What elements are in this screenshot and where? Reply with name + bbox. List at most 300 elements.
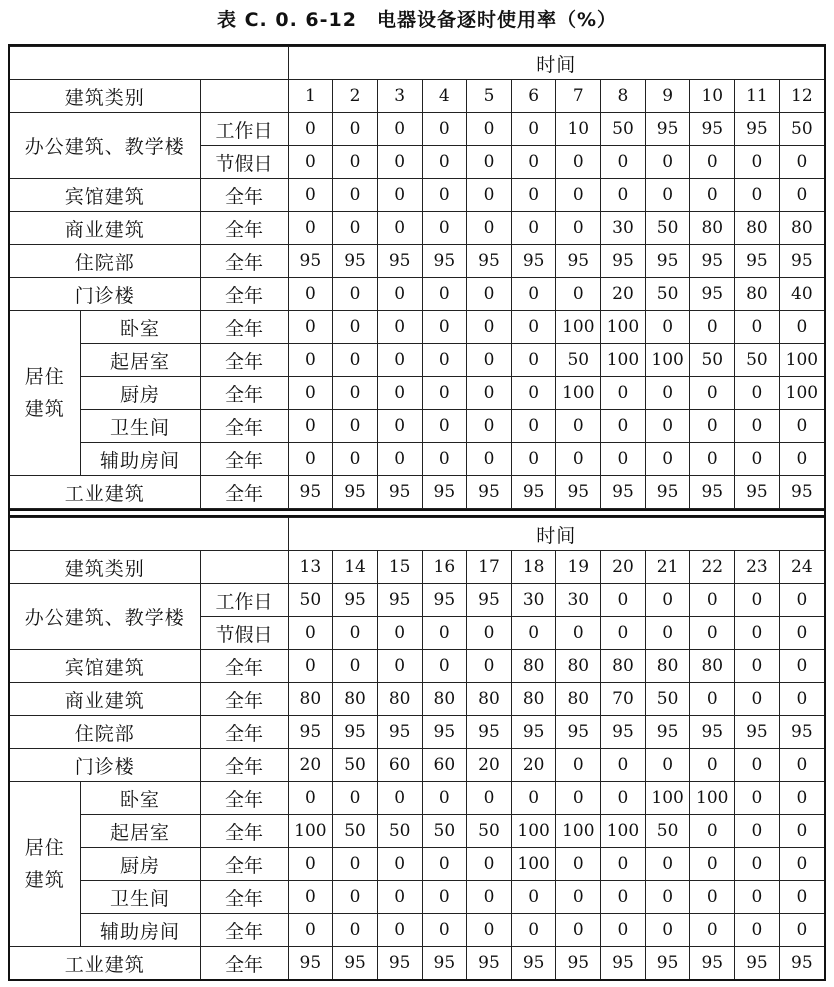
- period-cell: 全年: [200, 311, 288, 344]
- table-block-hours-1-12: [10, 46, 824, 509]
- rate-cell: 0: [422, 848, 467, 881]
- hour-cell: 19: [556, 551, 601, 584]
- room-type: 卫生间: [80, 410, 200, 443]
- rate-cell: 0: [511, 113, 556, 146]
- building-category: 宾馆建筑: [10, 179, 200, 212]
- empty-header-cell: [10, 47, 288, 80]
- rate-cell: 0: [556, 881, 601, 914]
- rate-cell: 0: [422, 782, 467, 815]
- rate-cell: 95: [422, 947, 467, 980]
- rate-cell: 0: [645, 584, 690, 617]
- period-cell: 全年: [200, 245, 288, 278]
- period-cell: 全年: [200, 278, 288, 311]
- rate-cell: 95: [779, 245, 824, 278]
- rate-cell: 0: [779, 410, 824, 443]
- rate-cell: 0: [467, 443, 512, 476]
- rate-cell: 0: [556, 749, 601, 782]
- rate-cell: 0: [333, 617, 378, 650]
- period-cell: 全年: [200, 377, 288, 410]
- rate-cell: 0: [288, 881, 333, 914]
- rate-cell: 0: [511, 782, 556, 815]
- rate-cell: 0: [690, 410, 735, 443]
- rate-cell: 0: [735, 881, 780, 914]
- rate-cell: 95: [333, 476, 378, 509]
- rate-cell: 0: [377, 617, 422, 650]
- rate-cell: 95: [690, 716, 735, 749]
- rate-cell: 0: [422, 410, 467, 443]
- period-cell: 全年: [200, 848, 288, 881]
- rate-cell: 0: [690, 584, 735, 617]
- rate-cell: 50: [645, 212, 690, 245]
- rate-cell: 95: [735, 113, 780, 146]
- rate-cell: 0: [735, 311, 780, 344]
- rate-cell: 95: [601, 476, 646, 509]
- empty-header-cell: [10, 518, 288, 551]
- rate-cell: 0: [690, 377, 735, 410]
- rate-cell: 0: [735, 584, 780, 617]
- rate-cell: 0: [556, 212, 601, 245]
- rate-cell: 95: [735, 476, 780, 509]
- rate-cell: 95: [556, 476, 601, 509]
- rate-cell: 0: [645, 914, 690, 947]
- period-cell: 全年: [200, 344, 288, 377]
- rate-cell: 95: [333, 245, 378, 278]
- rate-cell: 80: [511, 683, 556, 716]
- building-category: 住院部: [10, 716, 200, 749]
- rate-cell: 0: [377, 278, 422, 311]
- rate-cell: 50: [333, 749, 378, 782]
- rate-cell: 20: [288, 749, 333, 782]
- hour-header-row: [10, 80, 824, 113]
- rate-cell: 100: [511, 848, 556, 881]
- rate-cell: 0: [467, 782, 512, 815]
- rate-cell: 0: [511, 179, 556, 212]
- rate-cell: 95: [422, 476, 467, 509]
- hour-cell: 10: [690, 80, 735, 113]
- building-category: [10, 311, 80, 476]
- rate-cell: 95: [377, 476, 422, 509]
- rate-cell: 0: [422, 914, 467, 947]
- building-category: 工业建筑: [10, 476, 200, 509]
- rate-cell: 0: [288, 782, 333, 815]
- hour-cell: 18: [511, 551, 556, 584]
- rate-cell: 0: [556, 146, 601, 179]
- rate-cell: 80: [735, 212, 780, 245]
- rate-cell: 0: [779, 914, 824, 947]
- rate-cell: 100: [511, 815, 556, 848]
- hour-cell: 9: [645, 80, 690, 113]
- period-cell: 全年: [200, 443, 288, 476]
- rate-cell: 100: [556, 377, 601, 410]
- room-type: 起居室: [80, 344, 200, 377]
- rate-cell: 80: [735, 278, 780, 311]
- rate-cell: 0: [690, 914, 735, 947]
- rate-cell: 0: [333, 377, 378, 410]
- rate-cell: 0: [779, 179, 824, 212]
- rate-cell: 0: [779, 617, 824, 650]
- rate-cell: 80: [601, 650, 646, 683]
- rate-cell: 0: [288, 848, 333, 881]
- block-separator: [10, 509, 824, 517]
- rate-cell: 0: [556, 782, 601, 815]
- rate-cell: 95: [511, 716, 556, 749]
- hour-cell: 16: [422, 551, 467, 584]
- rate-cell: 0: [377, 113, 422, 146]
- rate-cell: 0: [601, 782, 646, 815]
- rate-cell: 95: [377, 245, 422, 278]
- rate-cell: 0: [511, 410, 556, 443]
- rate-cell: 0: [467, 179, 512, 212]
- rate-cell: 0: [377, 311, 422, 344]
- table-row: [10, 782, 824, 815]
- rate-cell: 0: [377, 344, 422, 377]
- rate-cell: 100: [556, 311, 601, 344]
- rate-cell: 95: [690, 113, 735, 146]
- rate-cell: 0: [333, 443, 378, 476]
- rate-cell: 0: [645, 311, 690, 344]
- residential-group-label: 居住建筑: [24, 837, 65, 891]
- table-row: [10, 410, 824, 443]
- room-type: 厨房: [80, 848, 200, 881]
- rate-cell: 0: [690, 617, 735, 650]
- rate-cell: 0: [377, 377, 422, 410]
- rate-cell: 0: [288, 311, 333, 344]
- rate-cell: 0: [601, 443, 646, 476]
- table-row: [10, 443, 824, 476]
- rate-cell: 0: [779, 782, 824, 815]
- table-row: [10, 683, 824, 716]
- rate-cell: 0: [467, 881, 512, 914]
- rate-cell: 0: [422, 311, 467, 344]
- rate-cell: 100: [690, 782, 735, 815]
- building-category: 宾馆建筑: [10, 650, 200, 683]
- rate-cell: 0: [735, 782, 780, 815]
- rate-cell: 95: [601, 947, 646, 980]
- rate-cell: 0: [333, 410, 378, 443]
- time-header: 时间: [288, 518, 824, 551]
- rate-cell: 95: [556, 947, 601, 980]
- rate-cell: 20: [511, 749, 556, 782]
- rate-cell: 0: [601, 881, 646, 914]
- table-row: [10, 278, 824, 311]
- rate-cell: 80: [556, 650, 601, 683]
- table-row: [10, 377, 824, 410]
- hour-header-row: [10, 551, 824, 584]
- hour-cell: 12: [779, 80, 824, 113]
- rate-cell: 0: [333, 848, 378, 881]
- rate-cell: 50: [645, 278, 690, 311]
- rate-cell: 0: [690, 881, 735, 914]
- room-type: 卧室: [80, 311, 200, 344]
- rate-cell: 0: [779, 815, 824, 848]
- rate-cell: 95: [467, 716, 512, 749]
- rate-cell: 0: [377, 881, 422, 914]
- rate-cell: 0: [511, 344, 556, 377]
- rate-cell: 0: [467, 344, 512, 377]
- rate-cell: 0: [422, 881, 467, 914]
- rate-cell: 0: [601, 179, 646, 212]
- rate-cell: 95: [333, 947, 378, 980]
- rate-cell: 95: [779, 716, 824, 749]
- rate-cell: 95: [735, 947, 780, 980]
- rate-cell: 0: [333, 914, 378, 947]
- rate-cell: 95: [288, 716, 333, 749]
- table-row: [10, 212, 824, 245]
- rate-cell: 0: [422, 344, 467, 377]
- building-category: 商业建筑: [10, 212, 200, 245]
- rate-cell: 0: [333, 881, 378, 914]
- rate-cell: 0: [556, 179, 601, 212]
- rate-cell: 0: [779, 146, 824, 179]
- period-cell: 节假日: [200, 617, 288, 650]
- rate-cell: 100: [556, 815, 601, 848]
- table-row: [10, 716, 824, 749]
- rate-cell: 100: [601, 311, 646, 344]
- rate-cell: 0: [601, 410, 646, 443]
- rate-cell: 0: [690, 146, 735, 179]
- room-type: 卫生间: [80, 881, 200, 914]
- rate-cell: 0: [467, 650, 512, 683]
- rate-cell: 100: [645, 344, 690, 377]
- rate-cell: 95: [333, 716, 378, 749]
- rate-cell: 0: [422, 377, 467, 410]
- rate-cell: 0: [779, 584, 824, 617]
- hour-cell: 6: [511, 80, 556, 113]
- hour-cell: 8: [601, 80, 646, 113]
- rate-cell: 0: [333, 311, 378, 344]
- rate-cell: 80: [556, 683, 601, 716]
- rate-cell: 0: [377, 782, 422, 815]
- rate-cell: 20: [467, 749, 512, 782]
- rate-cell: 60: [422, 749, 467, 782]
- hour-cell: 24: [779, 551, 824, 584]
- period-cell: 工作日: [200, 584, 288, 617]
- rate-cell: 0: [511, 377, 556, 410]
- rate-cell: 95: [288, 476, 333, 509]
- rate-cell: 95: [377, 716, 422, 749]
- rate-cell: 70: [601, 683, 646, 716]
- rate-cell: 95: [690, 476, 735, 509]
- hour-cell: 11: [735, 80, 780, 113]
- rate-cell: 0: [779, 443, 824, 476]
- hour-cell: 17: [467, 551, 512, 584]
- table-block-hours-13-24: [10, 517, 824, 979]
- rate-cell: 0: [511, 881, 556, 914]
- rate-cell: 50: [645, 815, 690, 848]
- rate-cell: 0: [333, 344, 378, 377]
- rate-cell: 0: [690, 683, 735, 716]
- residential-group-label: 居住建筑: [24, 366, 65, 420]
- building-category: [10, 782, 80, 947]
- rate-cell: 95: [645, 476, 690, 509]
- room-type: 辅助房间: [80, 914, 200, 947]
- building-category: 商业建筑: [10, 683, 200, 716]
- rate-cell: 0: [511, 146, 556, 179]
- rate-cell: 0: [511, 278, 556, 311]
- rate-cell: 50: [333, 815, 378, 848]
- rate-cell: 0: [556, 617, 601, 650]
- rate-cell: 0: [779, 650, 824, 683]
- rate-cell: 0: [377, 650, 422, 683]
- empty-sub-header: [200, 551, 288, 584]
- rate-cell: 0: [556, 410, 601, 443]
- rate-cell: 0: [601, 749, 646, 782]
- rate-cell: 0: [422, 212, 467, 245]
- rate-cell: 0: [601, 584, 646, 617]
- rate-cell: 0: [422, 146, 467, 179]
- rate-cell: 95: [779, 947, 824, 980]
- empty-sub-header: [200, 80, 288, 113]
- room-type: 卧室: [80, 782, 200, 815]
- rate-cell: 0: [690, 179, 735, 212]
- rate-cell: 95: [645, 947, 690, 980]
- period-cell: 全年: [200, 476, 288, 509]
- rate-cell: 0: [556, 443, 601, 476]
- rate-cell: 0: [422, 113, 467, 146]
- rate-cell: 50: [779, 113, 824, 146]
- rate-cell: 100: [288, 815, 333, 848]
- table-row: [10, 476, 824, 509]
- rate-cell: 0: [377, 443, 422, 476]
- rate-cell: 0: [645, 179, 690, 212]
- rate-cell: 95: [467, 476, 512, 509]
- rate-cell: 95: [690, 245, 735, 278]
- rate-cell: 0: [422, 617, 467, 650]
- table-row: [10, 245, 824, 278]
- table-title: 表 C. 0. 6-12 电器设备逐时使用率（%）: [216, 9, 618, 31]
- rate-cell: 95: [601, 245, 646, 278]
- rate-cell: 0: [779, 881, 824, 914]
- rate-cell: 95: [645, 716, 690, 749]
- rate-cell: 0: [377, 848, 422, 881]
- rate-cell: 80: [690, 212, 735, 245]
- rate-cell: 0: [601, 617, 646, 650]
- table-row: [10, 344, 824, 377]
- period-cell: 全年: [200, 782, 288, 815]
- hour-cell: 23: [735, 551, 780, 584]
- rate-cell: 0: [377, 914, 422, 947]
- rate-cell: 0: [288, 410, 333, 443]
- rate-cell: 50: [467, 815, 512, 848]
- rate-cell: 0: [735, 650, 780, 683]
- rate-cell: 0: [601, 914, 646, 947]
- building-category: 工业建筑: [10, 947, 200, 980]
- category-header: 建筑类别: [10, 80, 200, 113]
- room-type: 起居室: [80, 815, 200, 848]
- rate-cell: 95: [288, 245, 333, 278]
- rate-cell: 95: [377, 947, 422, 980]
- rate-cell: 0: [511, 443, 556, 476]
- rate-cell: 0: [333, 650, 378, 683]
- hour-cell: 15: [377, 551, 422, 584]
- hour-cell: 4: [422, 80, 467, 113]
- rate-cell: 0: [467, 914, 512, 947]
- rate-cell: 0: [601, 377, 646, 410]
- rate-cell: 95: [467, 245, 512, 278]
- rate-cell: 0: [601, 146, 646, 179]
- rate-cell: 0: [645, 848, 690, 881]
- rate-cell: 95: [422, 245, 467, 278]
- rate-cell: 95: [288, 947, 333, 980]
- rate-cell: 95: [690, 947, 735, 980]
- rate-cell: 0: [333, 212, 378, 245]
- period-cell: 全年: [200, 749, 288, 782]
- rate-cell: 0: [556, 278, 601, 311]
- rate-cell: 100: [779, 377, 824, 410]
- rate-cell: 0: [333, 782, 378, 815]
- rate-cell: 0: [333, 113, 378, 146]
- rate-cell: 0: [735, 179, 780, 212]
- rate-cell: 95: [735, 245, 780, 278]
- room-type: 厨房: [80, 377, 200, 410]
- rate-cell: 60: [377, 749, 422, 782]
- rate-cell: 95: [511, 947, 556, 980]
- rate-cell: 95: [333, 584, 378, 617]
- period-cell: 全年: [200, 650, 288, 683]
- rate-cell: 0: [601, 848, 646, 881]
- room-type: 辅助房间: [80, 443, 200, 476]
- table-row: [10, 311, 824, 344]
- rate-cell: 0: [467, 410, 512, 443]
- rate-cell: 50: [601, 113, 646, 146]
- rate-cell: 0: [288, 344, 333, 377]
- period-cell: 全年: [200, 716, 288, 749]
- rate-cell: 0: [779, 311, 824, 344]
- building-category: 办公建筑、教学楼: [10, 584, 200, 650]
- rate-cell: 0: [779, 848, 824, 881]
- period-cell: 全年: [200, 683, 288, 716]
- rate-cell: 100: [601, 344, 646, 377]
- rate-cell: 80: [779, 212, 824, 245]
- time-header-row: [10, 518, 824, 551]
- table-row: [10, 947, 824, 980]
- rate-cell: 0: [735, 410, 780, 443]
- rate-cell: 0: [467, 617, 512, 650]
- rate-cell: 0: [779, 683, 824, 716]
- rate-cell: 95: [377, 584, 422, 617]
- rate-cell: 0: [735, 683, 780, 716]
- rate-cell: 0: [288, 650, 333, 683]
- rate-cell: 0: [377, 179, 422, 212]
- rate-cell: 0: [511, 311, 556, 344]
- hour-cell: 13: [288, 551, 333, 584]
- rate-cell: 95: [645, 113, 690, 146]
- building-category: 办公建筑、教学楼: [10, 113, 200, 179]
- building-category: 住院部: [10, 245, 200, 278]
- rate-cell: 10: [556, 113, 601, 146]
- rate-cell: 0: [288, 443, 333, 476]
- rate-cell: 0: [690, 443, 735, 476]
- table-row: [10, 848, 824, 881]
- rate-cell: 0: [779, 749, 824, 782]
- rate-cell: 0: [467, 311, 512, 344]
- rate-cell: 0: [690, 311, 735, 344]
- rate-cell: 95: [511, 476, 556, 509]
- hour-cell: 5: [467, 80, 512, 113]
- rate-cell: 0: [377, 410, 422, 443]
- rate-cell: 50: [288, 584, 333, 617]
- period-cell: 全年: [200, 815, 288, 848]
- period-cell: 全年: [200, 881, 288, 914]
- rate-cell: 0: [645, 410, 690, 443]
- rate-cell: 0: [467, 212, 512, 245]
- rate-cell: 95: [511, 245, 556, 278]
- rate-cell: 0: [333, 179, 378, 212]
- category-header: 建筑类别: [10, 551, 200, 584]
- time-header: 时间: [288, 47, 824, 80]
- rate-cell: 0: [645, 146, 690, 179]
- table-row: [10, 650, 824, 683]
